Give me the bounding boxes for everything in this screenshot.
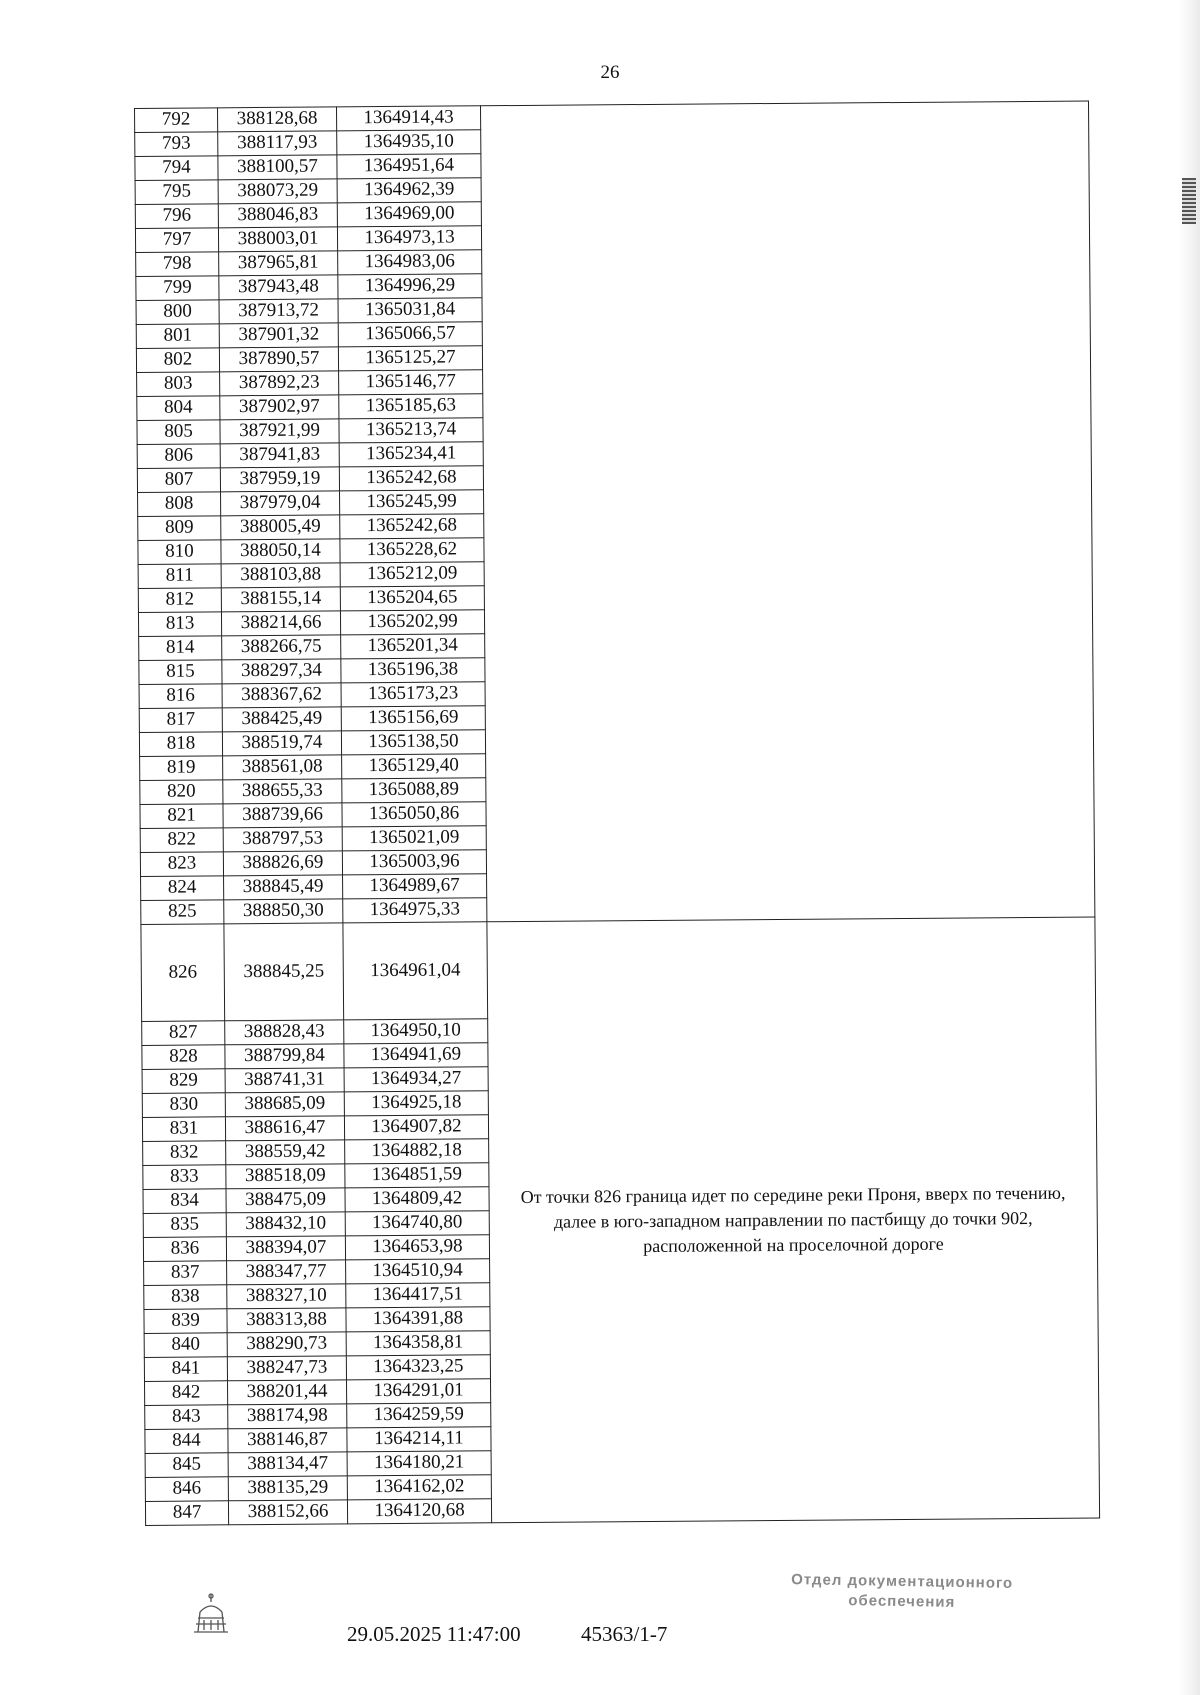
x-coordinate-cell: 388152,66 <box>228 1500 347 1525</box>
point-number-cell: 844 <box>145 1429 228 1454</box>
y-coordinate-cell: 1364973,13 <box>337 226 481 251</box>
point-number-cell: 802 <box>136 348 219 373</box>
x-coordinate-cell: 388845,49 <box>224 875 343 900</box>
point-number-cell: 826 <box>141 924 225 1022</box>
y-coordinate-cell: 1364323,25 <box>346 1355 490 1380</box>
y-coordinate-cell: 1364162,02 <box>347 1475 491 1500</box>
table-row <box>135 101 1089 132</box>
y-coordinate-cell: 1364510,94 <box>346 1259 490 1284</box>
y-coordinate-cell: 1365202,99 <box>340 610 484 635</box>
point-number-cell: 793 <box>135 132 218 157</box>
coordinates-table <box>134 100 1100 1525</box>
stamp-line-2: обеспечения <box>848 1592 956 1611</box>
x-coordinate-cell: 388005,49 <box>221 515 340 540</box>
x-coordinate-cell: 387890,57 <box>219 347 338 372</box>
y-coordinate-cell: 1364417,51 <box>346 1283 490 1308</box>
y-coordinate-cell: 1364214,11 <box>347 1427 491 1452</box>
point-number-cell: 822 <box>140 828 223 853</box>
y-coordinate-cell: 1364851,59 <box>345 1163 489 1188</box>
point-number-cell: 840 <box>144 1333 227 1358</box>
point-number-cell: 843 <box>145 1405 228 1430</box>
y-coordinate-cell: 1365242,68 <box>339 466 483 491</box>
point-number-cell: 845 <box>145 1453 228 1478</box>
point-number-cell: 804 <box>137 396 220 421</box>
point-number-cell: 837 <box>144 1261 227 1286</box>
x-coordinate-cell: 388845,25 <box>224 923 344 1021</box>
y-coordinate-cell: 1365245,99 <box>340 490 484 515</box>
point-number-cell: 806 <box>137 444 220 469</box>
point-number-cell: 829 <box>142 1069 225 1094</box>
point-number-cell: 811 <box>138 564 221 589</box>
y-coordinate-cell: 1365066,57 <box>338 322 482 347</box>
y-coordinate-cell: 1364120,68 <box>347 1499 491 1524</box>
y-coordinate-cell: 1364962,39 <box>337 178 481 203</box>
x-coordinate-cell: 388046,83 <box>218 203 337 228</box>
point-number-cell: 797 <box>135 228 218 253</box>
y-coordinate-cell: 1364989,67 <box>343 874 487 899</box>
x-coordinate-cell: 388247,73 <box>227 1356 346 1381</box>
x-coordinate-cell: 387979,04 <box>221 491 340 516</box>
x-coordinate-cell: 388290,73 <box>227 1332 346 1357</box>
point-number-cell: 803 <box>137 372 220 397</box>
y-coordinate-cell: 1364809,42 <box>345 1187 489 1212</box>
point-number-cell: 792 <box>135 108 218 133</box>
point-number-cell: 834 <box>143 1189 226 1214</box>
x-coordinate-cell: 388559,42 <box>226 1140 345 1165</box>
x-coordinate-cell: 388394,07 <box>226 1236 345 1261</box>
x-coordinate-cell: 388201,44 <box>227 1380 346 1405</box>
y-coordinate-cell: 1364925,18 <box>344 1091 488 1116</box>
point-number-cell: 815 <box>139 660 222 685</box>
y-coordinate-cell: 1365212,09 <box>340 562 484 587</box>
y-coordinate-cell: 1364983,06 <box>338 250 482 275</box>
point-number-cell: 836 <box>143 1237 226 1262</box>
point-number-cell: 807 <box>137 468 220 493</box>
y-coordinate-cell: 1364740,80 <box>345 1211 489 1236</box>
x-coordinate-cell: 388100,57 <box>218 155 337 180</box>
point-number-cell: 825 <box>141 900 224 925</box>
point-number-cell: 808 <box>138 492 221 517</box>
y-coordinate-cell: 1365156,69 <box>341 706 485 731</box>
y-coordinate-cell: 1365021,09 <box>342 826 486 851</box>
boundary-description: От точки 826 граница идет по середине реки Проня, вверх по течению, далее в юго-западном направлении по пастбищу до точки 902, расположенной на проселочной дороге <box>487 917 1100 1523</box>
y-coordinate-cell: 1365204,65 <box>340 586 484 611</box>
point-number-cell: 847 <box>145 1501 228 1526</box>
x-coordinate-cell: 388347,77 <box>227 1260 346 1285</box>
x-coordinate-cell: 388003,01 <box>218 227 337 252</box>
x-coordinate-cell: 388797,53 <box>223 827 342 852</box>
point-number-cell: 835 <box>143 1213 226 1238</box>
point-number-cell: 841 <box>144 1357 227 1382</box>
x-coordinate-cell: 387959,19 <box>220 467 339 492</box>
x-coordinate-cell: 387892,23 <box>220 371 339 396</box>
y-coordinate-cell: 1364934,27 <box>344 1067 488 1092</box>
x-coordinate-cell: 387901,32 <box>219 323 338 348</box>
x-coordinate-cell: 388616,47 <box>225 1116 344 1141</box>
point-number-cell: 813 <box>138 612 221 637</box>
y-coordinate-cell: 1364180,21 <box>347 1451 491 1476</box>
y-coordinate-cell: 1364391,88 <box>346 1307 490 1332</box>
scan-mark <box>1182 178 1196 224</box>
point-number-cell: 820 <box>140 780 223 805</box>
point-number-cell: 823 <box>140 852 223 877</box>
point-number-cell: 798 <box>136 252 219 277</box>
y-coordinate-cell: 1365201,34 <box>341 634 485 659</box>
y-coordinate-cell: 1365213,74 <box>339 418 483 443</box>
emblem-icon <box>188 1590 234 1640</box>
x-coordinate-cell: 388155,14 <box>221 587 340 612</box>
point-number-cell: 794 <box>135 156 218 181</box>
y-coordinate-cell: 1364259,59 <box>347 1403 491 1428</box>
point-number-cell: 817 <box>139 708 222 733</box>
x-coordinate-cell: 388828,43 <box>225 1020 344 1045</box>
y-coordinate-cell: 1365003,96 <box>342 850 486 875</box>
point-number-cell: 799 <box>136 276 219 301</box>
x-coordinate-cell: 388050,14 <box>221 539 340 564</box>
point-number-cell: 839 <box>144 1309 227 1334</box>
point-number-cell: 810 <box>138 540 221 565</box>
point-number-cell: 824 <box>141 876 224 901</box>
y-coordinate-cell: 1365196,38 <box>341 658 485 683</box>
y-coordinate-cell: 1364935,10 <box>337 130 481 155</box>
table-row <box>141 917 1096 1021</box>
x-coordinate-cell: 388134,47 <box>228 1452 347 1477</box>
x-coordinate-cell: 388799,84 <box>225 1044 344 1069</box>
x-coordinate-cell: 388103,88 <box>221 563 340 588</box>
x-coordinate-cell: 388826,69 <box>223 851 342 876</box>
x-coordinate-cell: 388739,66 <box>223 803 342 828</box>
x-coordinate-cell: 388561,08 <box>223 755 342 780</box>
y-coordinate-cell: 1364941,69 <box>344 1043 488 1068</box>
x-coordinate-cell: 387943,48 <box>219 275 338 300</box>
point-number-cell: 819 <box>140 756 223 781</box>
x-coordinate-cell: 388135,29 <box>228 1476 347 1501</box>
x-coordinate-cell: 388475,09 <box>226 1188 345 1213</box>
point-number-cell: 838 <box>144 1285 227 1310</box>
y-coordinate-cell: 1364975,33 <box>343 898 487 923</box>
x-coordinate-cell: 388128,68 <box>218 107 337 132</box>
x-coordinate-cell: 387913,72 <box>219 299 338 324</box>
x-coordinate-cell: 387902,97 <box>220 395 339 420</box>
x-coordinate-cell: 388297,34 <box>222 659 341 684</box>
x-coordinate-cell: 388741,31 <box>225 1068 344 1093</box>
department-stamp <box>757 1569 1048 1614</box>
x-coordinate-cell: 388214,66 <box>221 611 340 636</box>
y-coordinate-cell: 1365173,23 <box>341 682 485 707</box>
x-coordinate-cell: 388073,29 <box>218 179 337 204</box>
x-coordinate-cell: 388266,75 <box>222 635 341 660</box>
stamp-line-1: Отдел документационного <box>791 1571 1014 1592</box>
point-number-cell: 832 <box>143 1141 226 1166</box>
x-coordinate-cell: 388117,93 <box>218 131 337 156</box>
point-number-cell: 805 <box>137 420 220 445</box>
x-coordinate-cell: 388425,49 <box>222 707 341 732</box>
y-coordinate-cell: 1364882,18 <box>345 1139 489 1164</box>
point-number-cell: 816 <box>139 684 222 709</box>
x-coordinate-cell: 388519,74 <box>222 731 341 756</box>
y-coordinate-cell: 1365138,50 <box>341 730 485 755</box>
point-number-cell: 830 <box>142 1093 225 1118</box>
point-number-cell: 796 <box>135 204 218 229</box>
x-coordinate-cell: 387941,83 <box>220 443 339 468</box>
x-coordinate-cell: 387921,99 <box>220 419 339 444</box>
x-coordinate-cell: 388367,62 <box>222 683 341 708</box>
point-number-cell: 828 <box>142 1045 225 1070</box>
y-coordinate-cell: 1364996,29 <box>338 274 482 299</box>
point-number-cell: 800 <box>136 300 219 325</box>
point-number-cell: 833 <box>143 1165 226 1190</box>
y-coordinate-cell: 1364907,82 <box>344 1115 488 1140</box>
y-coordinate-cell: 1365234,41 <box>339 442 483 467</box>
point-number-cell: 812 <box>138 588 221 613</box>
coordinates-table-frame <box>134 100 1100 1554</box>
point-number-cell: 801 <box>136 324 219 349</box>
x-coordinate-cell: 387965,81 <box>219 251 338 276</box>
y-coordinate-cell: 1365228,62 <box>340 538 484 563</box>
point-number-cell: 818 <box>139 732 222 757</box>
footer-datetime: 29.05.2025 11:47:00 <box>347 1622 521 1646</box>
y-coordinate-cell: 1364961,04 <box>343 922 488 1020</box>
x-coordinate-cell: 388685,09 <box>225 1092 344 1117</box>
point-number-cell: 809 <box>138 516 221 541</box>
y-coordinate-cell: 1365088,89 <box>342 778 486 803</box>
y-coordinate-cell: 1364291,01 <box>346 1379 490 1404</box>
point-number-cell: 821 <box>140 804 223 829</box>
x-coordinate-cell: 388313,88 <box>227 1308 346 1333</box>
y-coordinate-cell: 1365031,84 <box>338 298 482 323</box>
x-coordinate-cell: 388850,30 <box>224 899 343 924</box>
y-coordinate-cell: 1364950,10 <box>344 1019 488 1044</box>
x-coordinate-cell: 388432,10 <box>226 1212 345 1237</box>
point-number-cell: 814 <box>139 636 222 661</box>
point-number-cell: 846 <box>145 1477 228 1502</box>
footer-document-code: 45363/1-7 <box>581 1622 668 1646</box>
y-coordinate-cell: 1365125,27 <box>338 346 482 371</box>
point-number-cell: 831 <box>142 1117 225 1142</box>
y-coordinate-cell: 1364653,98 <box>345 1235 489 1260</box>
y-coordinate-cell: 1364914,43 <box>336 106 480 131</box>
x-coordinate-cell: 388146,87 <box>228 1428 347 1453</box>
point-number-cell: 842 <box>145 1381 228 1406</box>
y-coordinate-cell: 1365146,77 <box>339 370 483 395</box>
point-number-cell: 827 <box>142 1021 225 1046</box>
x-coordinate-cell: 388327,10 <box>227 1284 346 1309</box>
x-coordinate-cell: 388518,09 <box>226 1164 345 1189</box>
point-number-cell: 795 <box>135 180 218 205</box>
y-coordinate-cell: 1364969,00 <box>337 202 481 227</box>
y-coordinate-cell: 1365185,63 <box>339 394 483 419</box>
y-coordinate-cell: 1365050,86 <box>342 802 486 827</box>
x-coordinate-cell: 388655,33 <box>223 779 342 804</box>
page-number: 26 <box>600 62 620 83</box>
description-cell-empty <box>480 101 1094 922</box>
y-coordinate-cell: 1364358,81 <box>346 1331 490 1356</box>
y-coordinate-cell: 1365129,40 <box>342 754 486 779</box>
y-coordinate-cell: 1364951,64 <box>337 154 481 179</box>
scan-edge <box>1178 0 1200 1695</box>
y-coordinate-cell: 1365242,68 <box>340 514 484 539</box>
x-coordinate-cell: 388174,98 <box>228 1404 347 1429</box>
